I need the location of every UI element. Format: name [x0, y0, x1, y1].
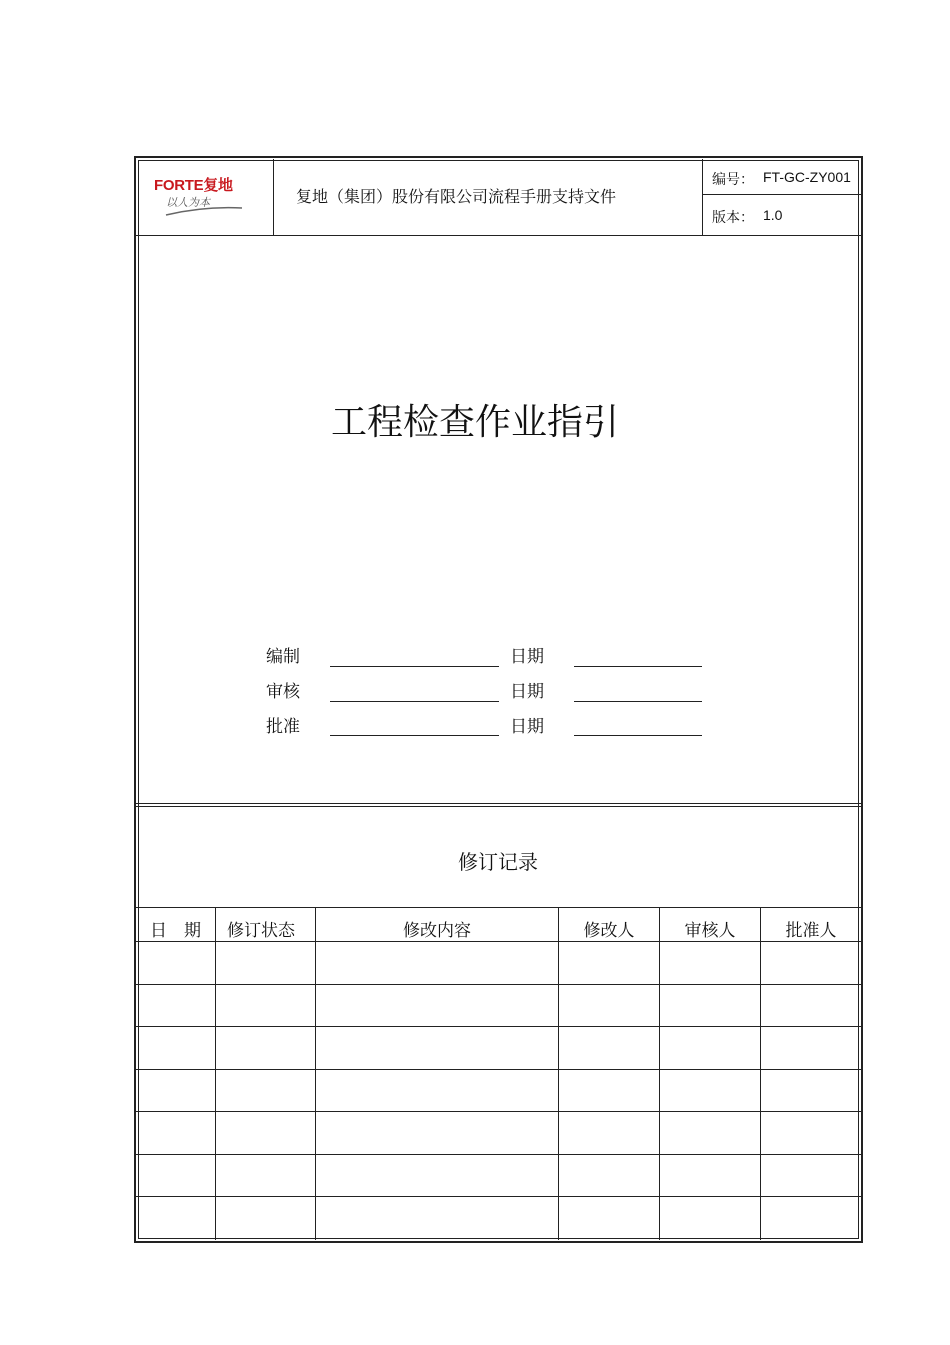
revision-col-divider — [659, 907, 660, 1240]
document-inner-frame — [138, 160, 859, 1239]
table-row — [136, 1154, 861, 1155]
header-bottom-line — [136, 235, 861, 236]
table-row — [136, 1196, 861, 1197]
revision-table-top — [136, 907, 861, 908]
revision-col-modifier: 修改人 — [583, 921, 635, 941]
header-logo-divider — [273, 159, 274, 235]
sig-date-line-review — [574, 701, 702, 702]
version-value: 1.0 — [763, 207, 783, 223]
company-doc-title: 复地（集团）股份有限公司流程手册支持文件 — [296, 187, 617, 206]
revision-col-reviewer: 审核人 — [684, 921, 736, 941]
logo-slogan: 以人为本 — [166, 196, 210, 209]
company-logo — [136, 160, 272, 235]
sig-date-line-approve — [574, 735, 702, 736]
version-label: 版本： — [712, 210, 754, 226]
revision-header-bottom — [136, 941, 861, 942]
page-title: 工程检查作业指引 — [330, 402, 619, 443]
table-row — [136, 1111, 861, 1112]
revision-col-approver: 批准人 — [785, 921, 837, 941]
revision-col-date: 日 期 — [150, 921, 201, 941]
doc-code-value: FT-GC-ZY001 — [763, 169, 851, 185]
revision-col-divider — [558, 907, 559, 1240]
header-meta-split — [702, 194, 861, 195]
section-divider-top — [136, 803, 861, 804]
logo-swoosh-icon — [164, 204, 244, 218]
revision-col-status: 修订状态 — [227, 921, 295, 941]
table-row — [136, 984, 861, 985]
revision-col-content: 修改内容 — [403, 921, 471, 941]
table-row — [136, 1069, 861, 1070]
sig-date-label-compile: 日期 — [510, 647, 544, 667]
sig-line-review — [330, 701, 499, 702]
sig-label-approve: 批准 — [266, 717, 300, 737]
revision-col-divider — [315, 907, 316, 1240]
table-row — [136, 1026, 861, 1027]
section-divider-bottom — [136, 806, 861, 807]
sig-date-label-review: 日期 — [510, 682, 544, 702]
sig-line-compile — [330, 666, 499, 667]
sig-line-approve — [330, 735, 499, 736]
sig-label-compile: 编制 — [266, 647, 300, 667]
header-meta-divider — [702, 159, 703, 235]
revision-record-title: 修订记录 — [458, 850, 538, 874]
logo-wordmark: FORTE复地 — [154, 177, 233, 194]
sig-label-review: 审核 — [266, 682, 300, 702]
sig-date-line-compile — [574, 666, 702, 667]
doc-code-label: 编号： — [712, 172, 754, 188]
revision-col-divider — [215, 907, 216, 1240]
sig-date-label-approve: 日期 — [510, 717, 544, 737]
document-frame — [134, 156, 863, 1243]
revision-col-divider — [760, 907, 761, 1240]
